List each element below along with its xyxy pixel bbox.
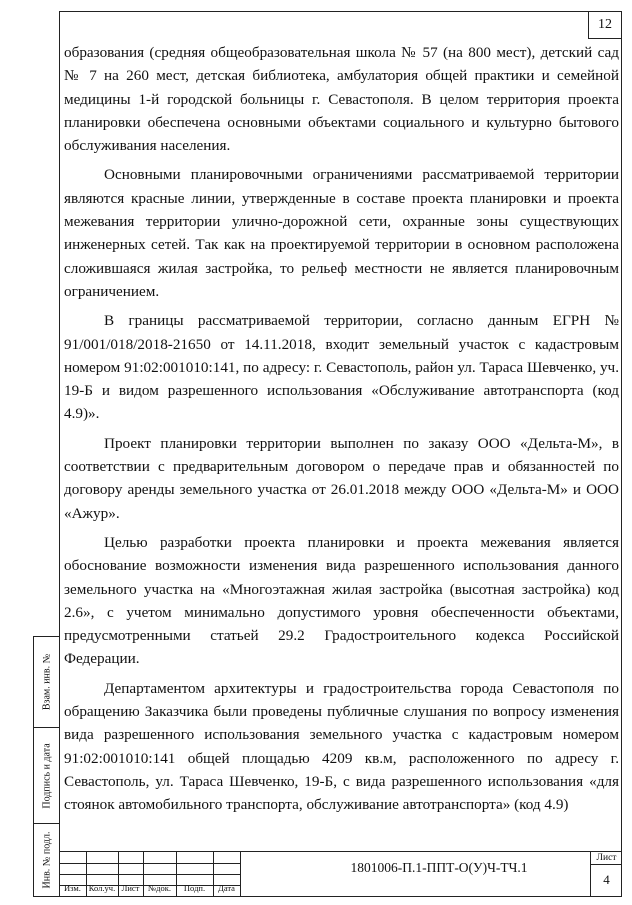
side-stamp-label: Взам. инв. № bbox=[41, 653, 52, 711]
column-label: Кол.уч. bbox=[88, 883, 116, 893]
column-label: Дата bbox=[218, 883, 235, 893]
paragraph: Департаментом архитектуры и градостроительства города Севастополя по обращению Заказчика были проведены публичные слушания по вопросу изменения вида разрешенного использования земельного участка с кадастровым номером 91:02:001010:141 общей площадью 4209 кв.м, расположенного по адресу г. Севастополь, ул. Тараса Шевченко, 19-Б, с вида разрешенного использования «для стоянок автомобильного транспорта, обслуживание автотранспорта» (код 4.9) bbox=[64, 679, 619, 814]
column-label: Изм. bbox=[64, 883, 81, 893]
document-body bbox=[64, 41, 619, 823]
page-frame bbox=[59, 11, 622, 897]
column-label: Лист bbox=[121, 883, 140, 893]
column-label: Подп. bbox=[183, 883, 206, 893]
paragraph: образования (средняя общеобразовательная школа № 57 (на 800 мест), детский сад № 7 на 260 мест, детская библиотека, амбулатория общей практики и семейной медицины 1-й городской больницы г. Севастополя. В целом территория проекта планировки обеспечена основными объектами социального и культурно бытового обслуживания населения. bbox=[64, 44, 619, 155]
side-stamp-inv-vzam bbox=[33, 636, 59, 728]
side-stamp-signature-date bbox=[33, 728, 59, 824]
title-block bbox=[59, 851, 622, 897]
paragraph: Проект планировки территории выполнен по заказу ООО «Дельта-М», в соответствии с предварительным договором о передаче прав и обязанностей по договору аренды земельного участка от 26.01.2018 между ООО «Дельта-М» и ООО «Ажур». bbox=[64, 434, 619, 522]
sheet-box bbox=[590, 852, 622, 897]
paragraph: Основными планировочными ограничениями рассматриваемой территории являются красные линии, утвержденные в составе проекта планировки и проекта межевания территории улично-дорожной сети, охранные зоны существующих инженерных сетей. Так как на проектируемой территории в основном расположена сложившаяся жилая застройка, то рельеф местности не является планировочным ограничением. bbox=[64, 166, 619, 300]
paragraph: В границы рассматриваемой территории, согласно данным ЕГРН № 91/001/018/2018-21650 от 14.11.2018, входит земельный участок с кадастровым номером 91:02:001010:141, по адресу: г. Севастополь, район ул. Тараса Шевченко, уч. 19-Б и видом разрешенного использования «Обслуживание автотранспорта (код 4.9)». bbox=[64, 312, 619, 423]
side-stamp-inv-podl bbox=[33, 824, 59, 897]
sheet-number: 4 bbox=[603, 872, 610, 887]
side-stamp-label: Инв. № подл. bbox=[41, 831, 52, 889]
side-stamp-label: Подпись и дата bbox=[41, 742, 52, 809]
column-label: №док. bbox=[148, 883, 171, 893]
sheet-label: Лист bbox=[591, 852, 622, 865]
document-code: 1801006-П.1-ППТ-О(У)Ч-ТЧ.1 bbox=[350, 860, 528, 875]
paragraph: Целью разработки проекта планировки и проекта межевания является обоснование возможности изменения вида разрешенного использования данного земельного участка на «Многоэтажная жилая застройка (высотная застройка) код 2.6», с учетом минимально допустимого уровня обеспеченности объектами, предусмотренными статьей 29.2 Градостроительного кодекса Российской Федерации. bbox=[64, 533, 619, 668]
page-number: 12 bbox=[588, 12, 621, 39]
